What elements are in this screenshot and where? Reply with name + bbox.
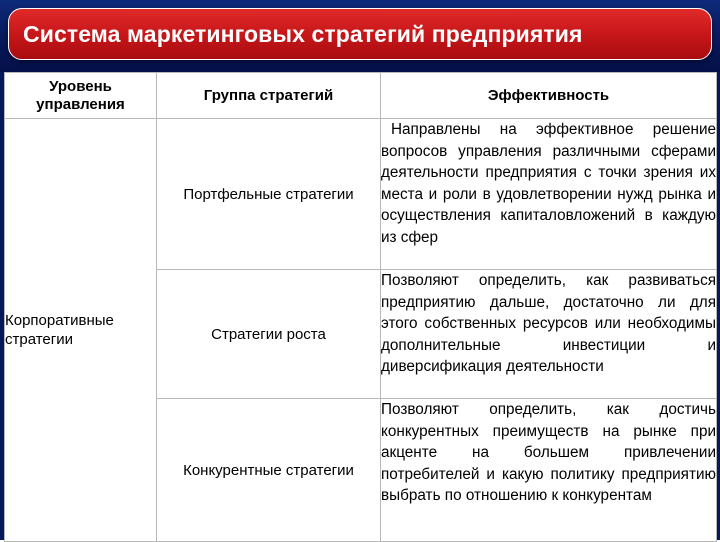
effectiveness-text: Направлены на эффективное решение вопросов управления различными сферами деятельности предприятия с точки зрения их места и роли в удовлетворении нужд рынка и осуществления капиталовложений в каждую из сфер (381, 121, 716, 246)
group-cell: Портфельные стратегии (157, 119, 381, 270)
effectiveness-cell (381, 119, 717, 270)
group-cell: Конкурентные стратегии (157, 399, 381, 542)
slide-title: Система маркетинговых стратегий предприятия (23, 20, 583, 47)
header-level: Уровень управления (5, 73, 157, 119)
level-cell: Корпоративные стратегии (5, 119, 157, 542)
strategy-table (4, 72, 717, 542)
title-box (8, 8, 712, 60)
header-effectiveness: Эффективность (381, 73, 717, 119)
table-header-row (5, 73, 717, 119)
header-group: Группа стратегий (157, 73, 381, 119)
title-bar (0, 0, 720, 72)
effectiveness-cell: Позволяют определить, как развиваться предприятию дальше, достаточно ли для этого собственных ресурсов или необходимы дополнительные инвестиции и диверсификация деятельности (381, 270, 717, 399)
effectiveness-cell: Позволяют определить, как достичь конкурентных преимуществ на рынке при акценте на большем привлечении потребителей и какую политику предприятию выбрать по отношению к конкурентам (381, 399, 717, 542)
group-cell: Стратегии роста (157, 270, 381, 399)
table-row (5, 119, 717, 270)
